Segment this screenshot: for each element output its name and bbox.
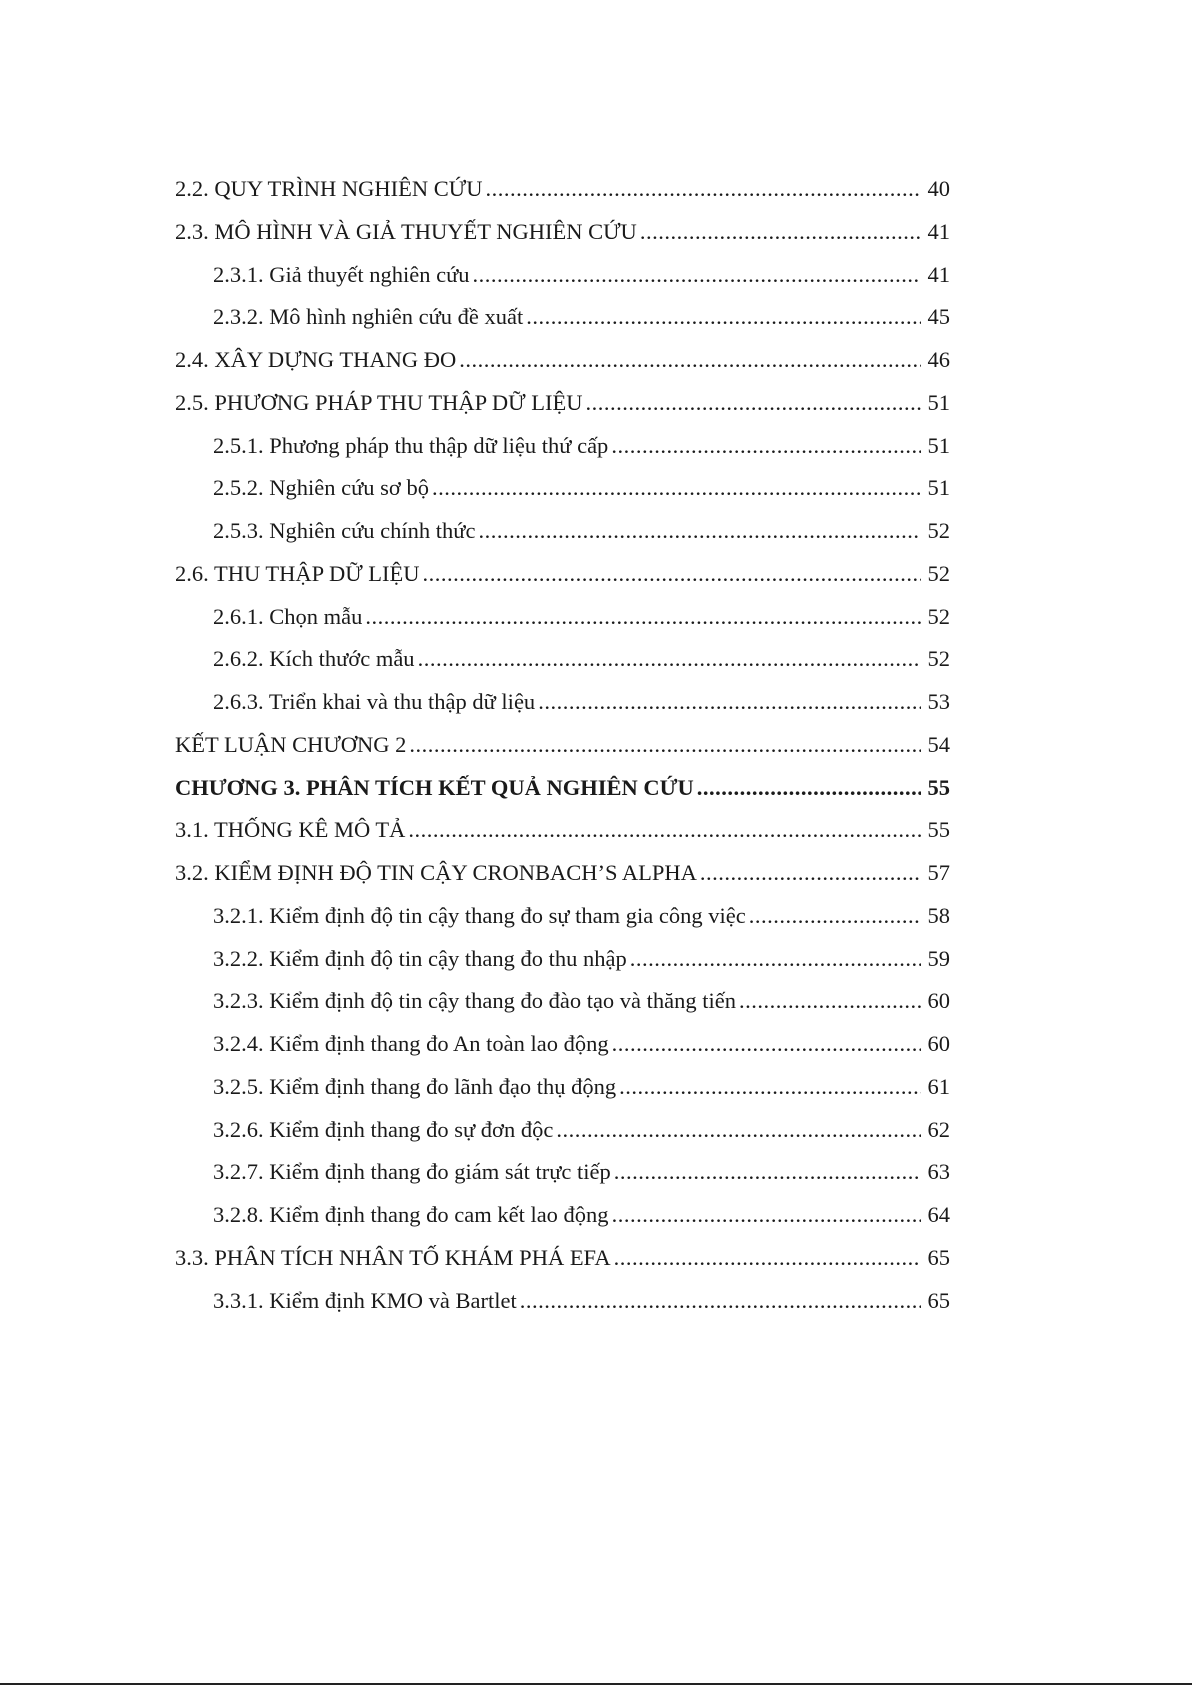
- toc-dot-leader: [409, 724, 921, 767]
- toc-entry-title: 2.4. XÂY DỰNG THANG ĐO: [175, 347, 457, 372]
- toc-dot-leader: [408, 809, 921, 852]
- toc-entry-page-number: 51: [927, 475, 950, 501]
- toc-entry-title: 3.3.1. Kiểm định KMO và Bartlet: [213, 1287, 517, 1313]
- toc-dot-leader: [423, 553, 921, 596]
- toc-dot-leader: [611, 425, 921, 468]
- toc-entry-page-number: 61: [927, 1073, 950, 1099]
- toc-entry-title: 3.1. THỐNG KÊ MÔ TẢ: [175, 817, 406, 843]
- toc-entry[interactable]: [175, 1280, 950, 1323]
- toc-entry[interactable]: [175, 809, 950, 852]
- toc-entry-page-number: 55: [927, 817, 950, 843]
- toc-entry-title: 3.2. KIỂM ĐỊNH ĐỘ TIN CẬY CRONBACH’S ALPHA: [175, 860, 697, 885]
- toc-dot-leader: [640, 211, 921, 254]
- toc-dot-leader: [739, 980, 921, 1023]
- toc-entry-title: 3.2.2. Kiểm định độ tin cậy thang đo thu nhập: [213, 945, 627, 971]
- table-of-contents: [175, 168, 950, 1322]
- toc-entry-page-number: 52: [927, 603, 950, 629]
- toc-entry[interactable]: [175, 938, 950, 981]
- toc-entry-title: 2.6.1. Chọn mẫu: [213, 603, 363, 629]
- toc-entry[interactable]: [175, 467, 950, 510]
- toc-entry[interactable]: [175, 168, 950, 211]
- toc-entry-page-number: 64: [927, 1202, 950, 1227]
- toc-entry-title: 2.3.1. Giả thuyết nghiên cứu: [213, 261, 470, 287]
- toc-entry-page-number: 45: [927, 304, 950, 330]
- toc-dot-leader: [630, 938, 921, 981]
- toc-entry-page-number: 58: [927, 902, 950, 928]
- toc-entry[interactable]: [175, 724, 950, 767]
- toc-dot-leader: [612, 1023, 921, 1066]
- toc-entry[interactable]: [175, 211, 950, 254]
- toc-entry-title: 2.3. MÔ HÌNH VÀ GIẢ THUYẾT NGHIÊN CỨU: [175, 218, 637, 244]
- toc-entry-title: 3.3. PHÂN TÍCH NHÂN TỐ KHÁM PHÁ EFA: [175, 1244, 611, 1270]
- toc-entry[interactable]: [175, 767, 950, 810]
- toc-entry-page-number: 62: [927, 1116, 950, 1142]
- toc-entry-title: 3.2.3. Kiểm định độ tin cậy thang đo đào tạo và thăng tiến: [213, 988, 737, 1014]
- toc-entry[interactable]: [175, 1109, 950, 1152]
- toc-entry[interactable]: [175, 681, 950, 724]
- toc-entry-page-number: 60: [927, 1031, 950, 1056]
- toc-entry-page-number: 60: [927, 988, 950, 1014]
- toc-dot-leader: [473, 254, 921, 297]
- toc-entry[interactable]: [175, 980, 950, 1023]
- toc-entry-page-number: 52: [927, 646, 950, 672]
- toc-entry-page-number: 41: [927, 261, 950, 287]
- toc-entry-page-number: 41: [927, 218, 950, 244]
- toc-entry[interactable]: [175, 1194, 950, 1237]
- toc-dot-leader: [614, 1151, 921, 1194]
- toc-dot-leader: [749, 895, 921, 938]
- toc-entry-page-number: 65: [927, 1287, 950, 1313]
- toc-entry-title: 3.2.8. Kiểm định thang đo cam kết lao động: [213, 1202, 609, 1227]
- toc-entry-title: KẾT LUẬN CHƯƠNG 2: [175, 731, 407, 757]
- toc-entry-page-number: 46: [927, 347, 950, 372]
- toc-entry[interactable]: [175, 553, 950, 596]
- toc-entry[interactable]: [175, 510, 950, 553]
- toc-entry-title: 2.5.2. Nghiên cứu sơ bộ: [213, 475, 429, 501]
- toc-entry-title: 3.2.6. Kiểm định thang đo sự đơn độc: [213, 1116, 554, 1142]
- toc-dot-leader: [619, 1066, 921, 1109]
- toc-entry-title: 2.5. PHƯƠNG PHÁP THU THẬP DỮ LIỆU: [175, 389, 583, 415]
- toc-entry-page-number: 51: [927, 432, 950, 458]
- toc-entry[interactable]: [175, 425, 950, 468]
- toc-entry[interactable]: [175, 596, 950, 639]
- toc-entry-title: 2.2. QUY TRÌNH NGHIÊN CỨU: [175, 176, 483, 201]
- toc-entry-page-number: 55: [927, 774, 950, 800]
- toc-dot-leader: [700, 852, 921, 895]
- toc-dot-leader: [520, 1280, 921, 1323]
- toc-entry[interactable]: [175, 1066, 950, 1109]
- toc-dot-leader: [418, 638, 921, 681]
- toc-entry-title: CHƯƠNG 3. PHÂN TÍCH KẾT QUẢ NGHIÊN CỨU: [175, 774, 694, 800]
- toc-dot-leader: [526, 296, 921, 339]
- toc-entry[interactable]: [175, 254, 950, 297]
- toc-dot-leader: [365, 596, 921, 639]
- toc-entry-title: 3.2.7. Kiểm định thang đo giám sát trực tiếp: [213, 1159, 611, 1185]
- toc-entry[interactable]: [175, 1023, 950, 1066]
- toc-entry-title: 3.2.5. Kiểm định thang đo lãnh đạo thụ động: [213, 1073, 617, 1099]
- toc-entry[interactable]: [175, 895, 950, 938]
- toc-entry[interactable]: [175, 1237, 950, 1280]
- toc-entry-page-number: 52: [927, 560, 950, 586]
- toc-dot-leader: [614, 1237, 921, 1280]
- toc-entry-page-number: 57: [927, 860, 950, 885]
- toc-dot-leader: [459, 339, 921, 382]
- toc-entry-title: 3.2.4. Kiểm định thang đo An toàn lao động: [213, 1031, 609, 1056]
- toc-entry-page-number: 65: [927, 1244, 950, 1270]
- toc-entry-title: 3.2.1. Kiểm định độ tin cậy thang đo sự tham gia công việc: [213, 902, 746, 928]
- toc-entry-title: 2.6.3. Triển khai và thu thập dữ liệu: [213, 689, 536, 714]
- toc-entry-title: 2.3.2. Mô hình nghiên cứu đề xuất: [213, 304, 524, 330]
- toc-dot-leader: [697, 767, 921, 810]
- toc-entry[interactable]: [175, 296, 950, 339]
- toc-entry-page-number: 63: [927, 1159, 950, 1185]
- toc-dot-leader: [585, 382, 921, 425]
- toc-dot-leader: [556, 1109, 921, 1152]
- toc-dot-leader: [478, 510, 921, 553]
- toc-entry[interactable]: [175, 382, 950, 425]
- toc-entry-title: 2.5.1. Phương pháp thu thập dữ liệu thứ cấp: [213, 432, 609, 458]
- toc-entry-title: 2.6.2. Kích thước mẫu: [213, 646, 415, 672]
- toc-entry-page-number: 59: [927, 945, 950, 971]
- toc-entry[interactable]: [175, 339, 950, 382]
- toc-entry-title: 2.5.3. Nghiên cứu chính thức: [213, 518, 476, 543]
- toc-dot-leader: [485, 168, 921, 211]
- toc-entry-page-number: 54: [927, 731, 950, 757]
- toc-entry-page-number: 51: [927, 389, 950, 415]
- toc-entry-title: 2.6. THU THẬP DỮ LIỆU: [175, 560, 420, 586]
- toc-entry-page-number: 53: [927, 689, 950, 714]
- toc-entry[interactable]: [175, 1151, 950, 1194]
- toc-entry[interactable]: [175, 852, 950, 895]
- toc-dot-leader: [612, 1194, 921, 1237]
- toc-dot-leader: [538, 681, 921, 724]
- toc-entry-page-number: 52: [927, 518, 950, 543]
- toc-entry-page-number: 40: [927, 176, 950, 201]
- toc-dot-leader: [432, 467, 921, 510]
- toc-entry[interactable]: [175, 638, 950, 681]
